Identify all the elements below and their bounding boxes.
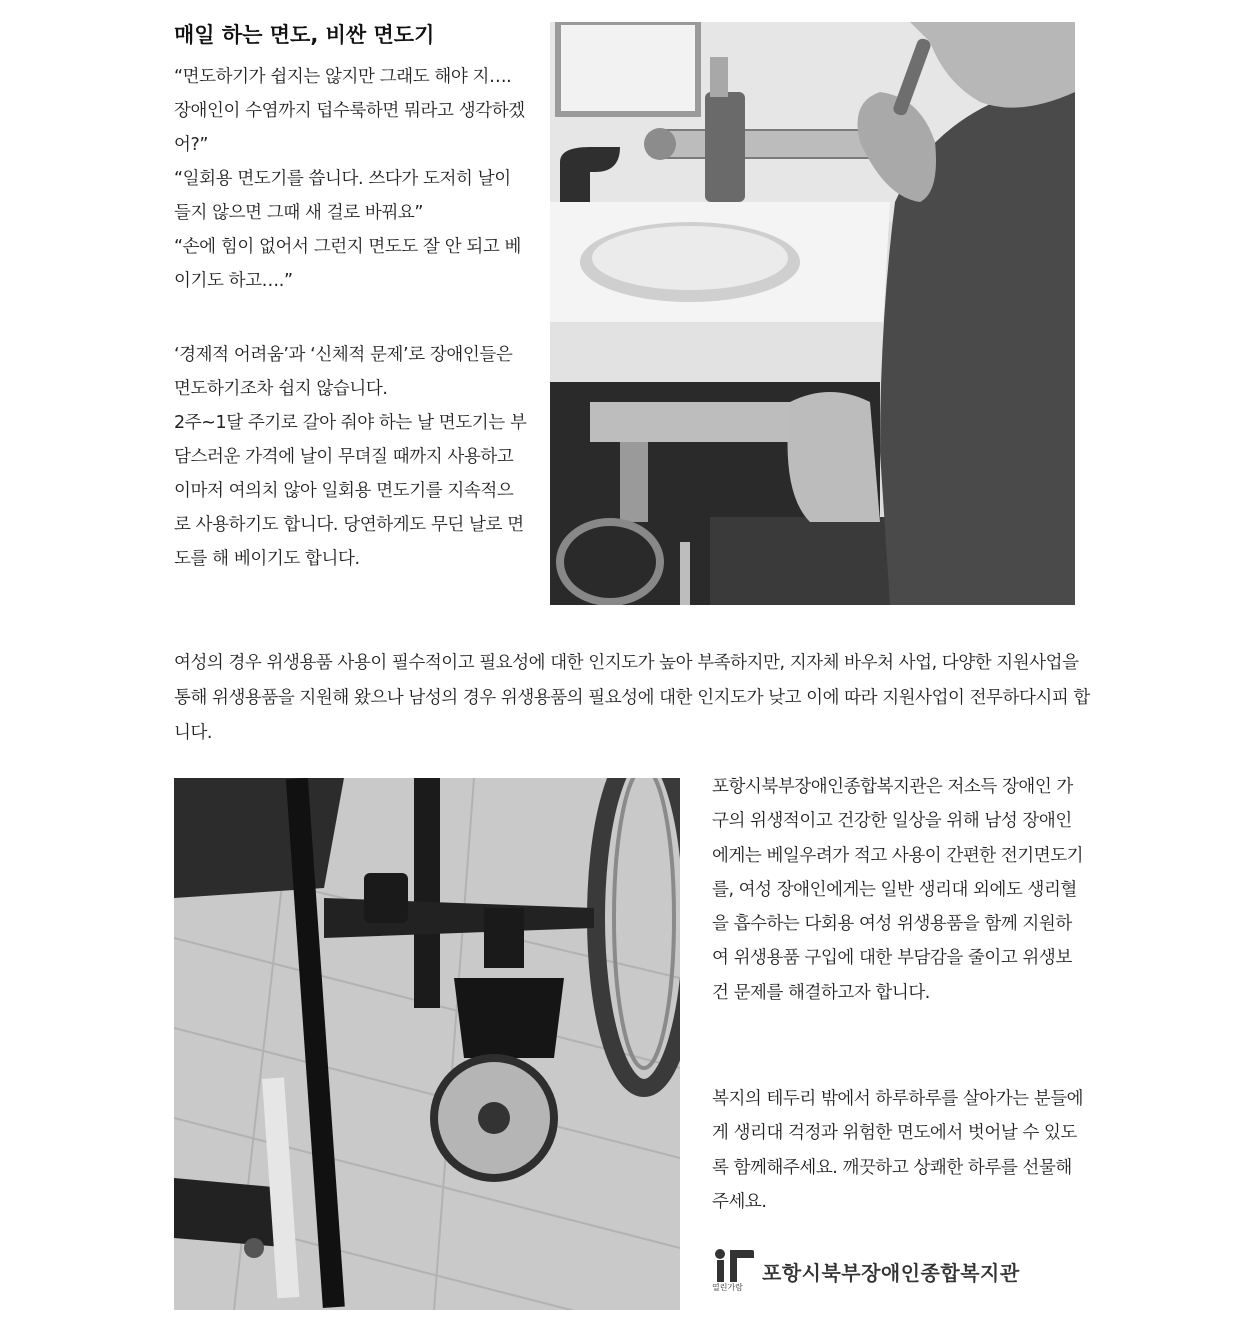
- logo-mark-text: 열린가람: [712, 1283, 743, 1292]
- paragraph-1: [174, 338, 528, 576]
- logo-mark-icon: [712, 1248, 756, 1294]
- organization-name: 포항시북부장애인종합복지관: [762, 1260, 1020, 1285]
- page-title: 매일 하는 면도, 비싼 면도기: [174, 23, 435, 47]
- paragraph-4: 복지의 테두리 밖에서 하루하루를 살아가는 분들에게 생리대 걱정과 위험한 면도에서 벗어날 수 있도록 함께해주세요. 깨끗하고 상쾌한 하루를 선물해 주세요.: [712, 1089, 1084, 1212]
- organization-logo: [712, 1246, 1072, 1296]
- quote-1: “면도하기가 쉽지는 않지만 그래도 해야 지…. 장애인이 수염까지 덥수룩하면 뭐라고 생각하겠어?”: [174, 67, 525, 155]
- paragraph-2: 여성의 경우 위생용품 사용이 필수적이고 필요성에 대한 인지도가 높아 부족하지만, 지자체 바우처 사업, 다양한 지원사업을 통해 위생용품을 지원해 왔으나 남성의 경우 위생용품의 필요성에 대한 인지도가 낮고 이에 따라 지원사업이 전무하다시피 합니다.: [174, 653, 1090, 743]
- quotes-block: [174, 60, 528, 298]
- man-shaving-at-sink-photo: [550, 22, 1075, 605]
- wheelchair-wheel-photo: [174, 778, 680, 1310]
- quote-3: “손에 힘이 없어서 그런지 면도도 잘 안 되고 베이기도 하고….”: [174, 237, 522, 291]
- paragraph-3: 포항시북부장애인종합복지관은 저소득 장애인 가구의 위생적이고 건강한 일상을 위해 남성 장애인에게는 베일우려가 적고 사용이 간편한 전기면도기를, 여성 장애인에게는 일반 생리대 외에도 생리혈을 흡수하는 다회용 여성 위생용품을 함께 지원하여 위생용품 구입에 대한 부담감을 줄이고 위생보건 문제를 해결하고자 합니다.: [712, 777, 1084, 1003]
- quote-2: “일회용 면도기를 씁니다. 쓰다가 도저히 날이 들지 않으면 그때 새 걸로 바꿔요”: [174, 169, 511, 223]
- paragraph-1-line-a: ‘경제적 어려움’과 ‘신체적 문제’로 장애인들은 면도하기조차 쉽지 않습니다.: [174, 345, 513, 399]
- paragraph-1-line-b: 2주~1달 주기로 갈아 줘야 하는 날 면도기는 부담스러운 가격에 날이 무뎌질 때까지 사용하고 이마저 여의치 않아 일회용 면도기를 지속적으로 사용하기도 합니다. 당연하게도 무딘 날로 면도를 해 베이기도 합니다.: [174, 413, 527, 569]
